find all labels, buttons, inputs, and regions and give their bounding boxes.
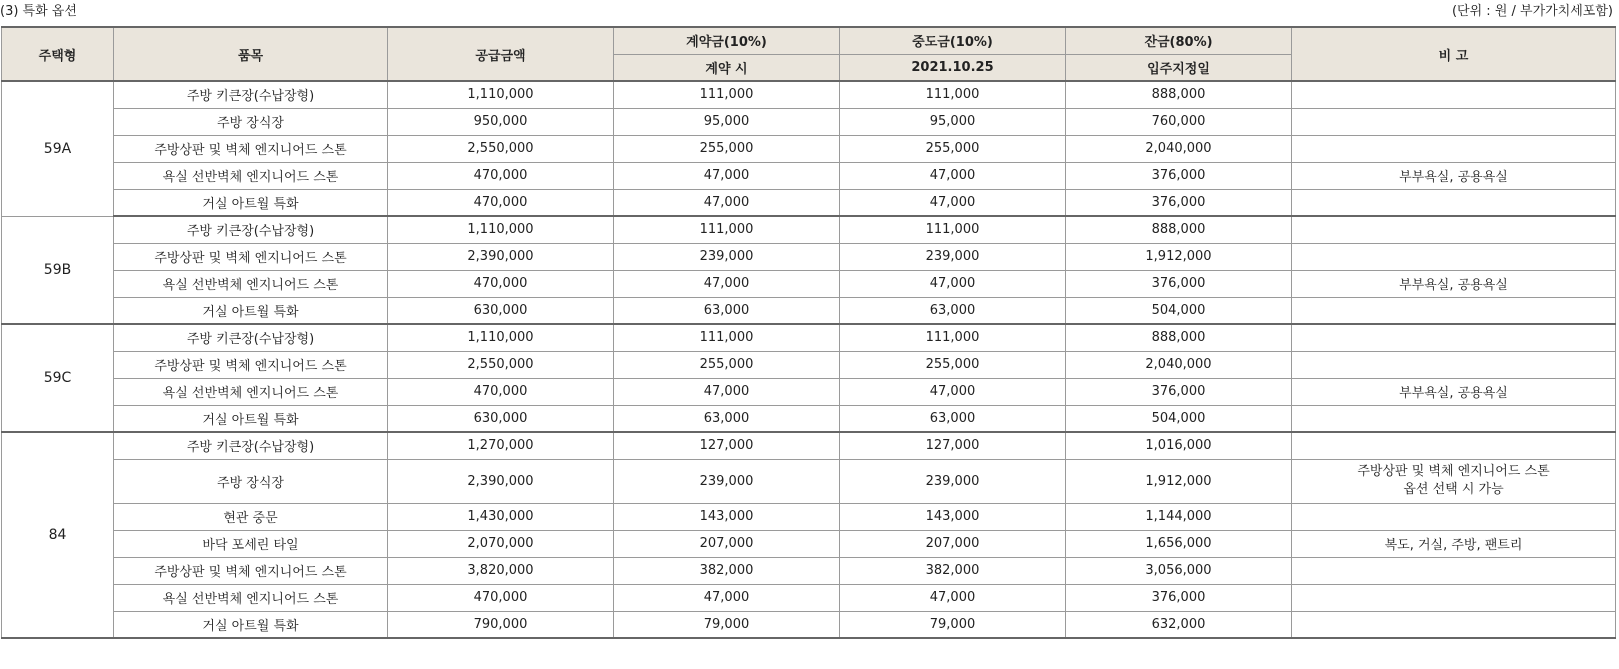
header-note: 비 고 <box>1292 27 1616 81</box>
table-body <box>2 81 1616 638</box>
table-row <box>2 243 1616 270</box>
type-cell: 59A <box>2 81 114 216</box>
interim-cell: 47,000 <box>840 584 1066 611</box>
deposit-cell: 143,000 <box>614 503 840 530</box>
item-cell: 주방 키큰장(수납장형) <box>114 432 388 459</box>
supply-cell: 2,390,000 <box>388 243 614 270</box>
supply-cell: 2,070,000 <box>388 530 614 557</box>
interim-cell: 63,000 <box>840 297 1066 324</box>
interim-cell: 255,000 <box>840 135 1066 162</box>
type-cell: 59C <box>2 324 114 432</box>
table-row <box>2 503 1616 530</box>
balance-cell: 1,912,000 <box>1066 243 1292 270</box>
deposit-cell: 63,000 <box>614 297 840 324</box>
balance-cell: 1,016,000 <box>1066 432 1292 459</box>
supply-cell: 950,000 <box>388 108 614 135</box>
table-row <box>2 297 1616 324</box>
table-row <box>2 189 1616 216</box>
header-type: 주택형 <box>2 27 114 81</box>
interim-cell: 95,000 <box>840 108 1066 135</box>
deposit-cell: 47,000 <box>614 270 840 297</box>
interim-cell: 47,000 <box>840 189 1066 216</box>
table-row <box>2 351 1616 378</box>
supply-cell: 1,110,000 <box>388 324 614 351</box>
item-cell: 주방 키큰장(수납장형) <box>114 324 388 351</box>
deposit-cell: 127,000 <box>614 432 840 459</box>
item-cell: 주방 키큰장(수납장형) <box>114 216 388 243</box>
deposit-cell: 111,000 <box>614 324 840 351</box>
item-cell: 주방 키큰장(수납장형) <box>114 81 388 108</box>
supply-cell: 470,000 <box>388 584 614 611</box>
item-cell: 욕실 선반벽체 엔지니어드 스톤 <box>114 162 388 189</box>
note-cell <box>1292 459 1616 503</box>
item-cell: 거실 아트월 특화 <box>114 297 388 324</box>
note-cell <box>1292 351 1616 378</box>
balance-cell: 504,000 <box>1066 405 1292 432</box>
supply-cell: 630,000 <box>388 297 614 324</box>
balance-cell: 888,000 <box>1066 216 1292 243</box>
balance-cell: 376,000 <box>1066 378 1292 405</box>
deposit-cell: 47,000 <box>614 584 840 611</box>
note-cell <box>1292 135 1616 162</box>
header-row <box>2 27 1616 54</box>
deposit-cell: 255,000 <box>614 135 840 162</box>
balance-cell: 376,000 <box>1066 162 1292 189</box>
table-row <box>2 584 1616 611</box>
item-cell: 현관 중문 <box>114 503 388 530</box>
item-cell: 거실 아트월 특화 <box>114 611 388 638</box>
interim-cell: 239,000 <box>840 243 1066 270</box>
note-cell: 부부욕실, 공용욕실 <box>1292 162 1616 189</box>
supply-cell: 470,000 <box>388 162 614 189</box>
item-cell: 욕실 선반벽체 엔지니어드 스톤 <box>114 270 388 297</box>
interim-cell: 47,000 <box>840 162 1066 189</box>
note-line: 옵션 선택 시 가능 <box>1403 482 1504 497</box>
item-cell: 주방상판 및 벽체 엔지니어드 스톤 <box>114 557 388 584</box>
table-row <box>2 135 1616 162</box>
supply-cell: 470,000 <box>388 189 614 216</box>
item-cell: 거실 아트월 특화 <box>114 405 388 432</box>
deposit-cell: 79,000 <box>614 611 840 638</box>
table-row <box>2 432 1616 459</box>
item-cell: 주방 장식장 <box>114 459 388 503</box>
interim-cell: 111,000 <box>840 81 1066 108</box>
balance-cell: 376,000 <box>1066 584 1292 611</box>
supply-cell: 1,270,000 <box>388 432 614 459</box>
note-cell <box>1292 243 1616 270</box>
balance-cell: 504,000 <box>1066 297 1292 324</box>
header-deposit-sub: 계약 시 <box>614 54 840 81</box>
header-interim: 중도금(10%) <box>840 27 1066 54</box>
table-row <box>2 378 1616 405</box>
header-supply: 공급금액 <box>388 27 614 81</box>
interim-cell: 239,000 <box>840 459 1066 503</box>
note-cell <box>1292 584 1616 611</box>
deposit-cell: 47,000 <box>614 378 840 405</box>
supply-cell: 790,000 <box>388 611 614 638</box>
deposit-cell: 111,000 <box>614 216 840 243</box>
note-cell <box>1292 432 1616 459</box>
note-line: 주방상판 및 벽체 엔지니어드 스톤 <box>1357 464 1550 479</box>
interim-cell: 207,000 <box>840 530 1066 557</box>
table-row <box>2 405 1616 432</box>
interim-cell: 143,000 <box>840 503 1066 530</box>
supply-cell: 1,110,000 <box>388 216 614 243</box>
note-cell <box>1292 324 1616 351</box>
unit-note: (단위 : 원 / 부가가치세포함) <box>1451 4 1613 19</box>
item-cell: 바닥 포세린 타일 <box>114 530 388 557</box>
note-cell <box>1292 108 1616 135</box>
deposit-cell: 47,000 <box>614 162 840 189</box>
interim-cell: 63,000 <box>840 405 1066 432</box>
balance-cell: 3,056,000 <box>1066 557 1292 584</box>
item-cell: 주방 장식장 <box>114 108 388 135</box>
balance-cell: 2,040,000 <box>1066 135 1292 162</box>
supply-cell: 470,000 <box>388 270 614 297</box>
deposit-cell: 239,000 <box>614 243 840 270</box>
item-cell: 욕실 선반벽체 엔지니어드 스톤 <box>114 584 388 611</box>
item-cell: 거실 아트월 특화 <box>114 189 388 216</box>
section-caption: (3) 특화 옵션 <box>0 4 77 19</box>
deposit-cell: 207,000 <box>614 530 840 557</box>
deposit-cell: 239,000 <box>614 459 840 503</box>
header-item: 품목 <box>114 27 388 81</box>
special-options-table <box>1 26 1616 639</box>
supply-cell: 630,000 <box>388 405 614 432</box>
interim-cell: 255,000 <box>840 351 1066 378</box>
supply-cell: 2,390,000 <box>388 459 614 503</box>
balance-cell: 1,656,000 <box>1066 530 1292 557</box>
table-row <box>2 324 1616 351</box>
deposit-cell: 63,000 <box>614 405 840 432</box>
note-cell <box>1292 503 1616 530</box>
item-cell: 욕실 선반벽체 엔지니어드 스톤 <box>114 378 388 405</box>
header-interim-sub: 2021.10.25 <box>840 54 1066 81</box>
supply-cell: 2,550,000 <box>388 135 614 162</box>
supply-cell: 1,430,000 <box>388 503 614 530</box>
balance-cell: 632,000 <box>1066 611 1292 638</box>
header-deposit: 계약금(10%) <box>614 27 840 54</box>
note-cell <box>1292 557 1616 584</box>
note-cell: 부부욕실, 공용욕실 <box>1292 378 1616 405</box>
supply-cell: 470,000 <box>388 378 614 405</box>
table-row <box>2 270 1616 297</box>
table-header <box>2 27 1616 81</box>
item-cell: 주방상판 및 벽체 엔지니어드 스톤 <box>114 135 388 162</box>
deposit-cell: 95,000 <box>614 108 840 135</box>
type-cell: 84 <box>2 432 114 638</box>
table-row <box>2 108 1616 135</box>
interim-cell: 79,000 <box>840 611 1066 638</box>
supply-cell: 1,110,000 <box>388 81 614 108</box>
interim-cell: 127,000 <box>840 432 1066 459</box>
balance-cell: 376,000 <box>1066 270 1292 297</box>
table-row <box>2 162 1616 189</box>
interim-cell: 111,000 <box>840 324 1066 351</box>
note-cell <box>1292 81 1616 108</box>
balance-cell: 1,912,000 <box>1066 459 1292 503</box>
note-cell: 복도, 거실, 주방, 팬트리 <box>1292 530 1616 557</box>
table-row <box>2 81 1616 108</box>
table-row <box>2 611 1616 638</box>
note-cell <box>1292 216 1616 243</box>
balance-cell: 376,000 <box>1066 189 1292 216</box>
header-balance: 잔금(80%) <box>1066 27 1292 54</box>
balance-cell: 888,000 <box>1066 81 1292 108</box>
balance-cell: 760,000 <box>1066 108 1292 135</box>
deposit-cell: 382,000 <box>614 557 840 584</box>
deposit-cell: 255,000 <box>614 351 840 378</box>
balance-cell: 2,040,000 <box>1066 351 1292 378</box>
note-cell <box>1292 611 1616 638</box>
note-cell <box>1292 297 1616 324</box>
item-cell: 주방상판 및 벽체 엔지니어드 스톤 <box>114 351 388 378</box>
table-row <box>2 557 1616 584</box>
type-cell: 59B <box>2 216 114 324</box>
table-row <box>2 530 1616 557</box>
table-row <box>2 459 1616 503</box>
deposit-cell: 111,000 <box>614 81 840 108</box>
interim-cell: 382,000 <box>840 557 1066 584</box>
note-cell <box>1292 189 1616 216</box>
header-balance-sub: 입주지정일 <box>1066 54 1292 81</box>
supply-cell: 2,550,000 <box>388 351 614 378</box>
item-cell: 주방상판 및 벽체 엔지니어드 스톤 <box>114 243 388 270</box>
deposit-cell: 47,000 <box>614 189 840 216</box>
supply-cell: 3,820,000 <box>388 557 614 584</box>
note-cell: 부부욕실, 공용욕실 <box>1292 270 1616 297</box>
note-cell <box>1292 405 1616 432</box>
balance-cell: 1,144,000 <box>1066 503 1292 530</box>
interim-cell: 47,000 <box>840 270 1066 297</box>
interim-cell: 47,000 <box>840 378 1066 405</box>
table-row <box>2 216 1616 243</box>
interim-cell: 111,000 <box>840 216 1066 243</box>
balance-cell: 888,000 <box>1066 324 1292 351</box>
